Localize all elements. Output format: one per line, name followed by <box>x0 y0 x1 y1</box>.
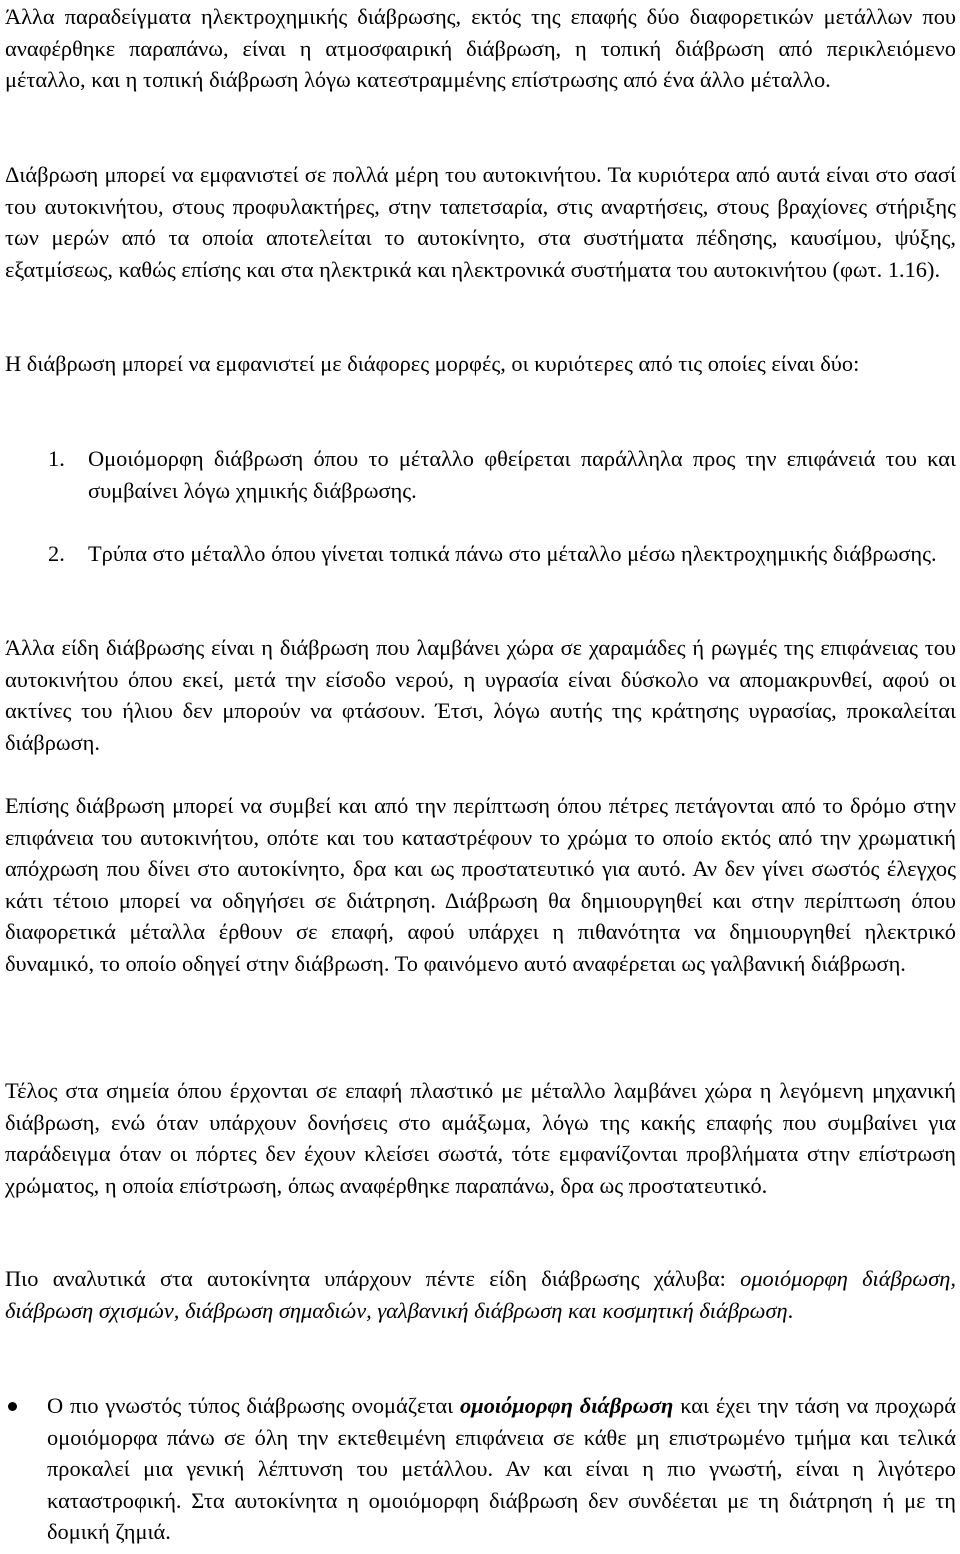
list-item-number: 2. <box>48 541 65 566</box>
paragraph-stone-chips-galvanic: Επίσης διάβρωση μπορεί να συμβεί και από την περίπτωση όπου πέτρες πετάγονται από το δρόμο στην επιφάνεια του αυτοκινήτου, οπότε και του καταστρέφουν το χρώμα το οποίο εκτός από την χρωματική απόχρωση που δίνει στο αυτοκίνητο, δρα και ως προστατευτικό για αυτό. Αν δεν γίνει σωστός έλεγχος κάτι τέτοιο μπορεί να οδηγήσει σε διάτρηση. Διάβρωση θα δημιουργηθεί και στην περίπτωση όπου διαφορετικά μέταλλα έρθουν σε επαφή, αφού υπάρχει η πιθανότητα να δημιουργηθεί ηλεκτρικό δυναμικό, το οποίο οδηγεί στην διάβρωση. Το φαινόμενο αυτό αναφέρεται ως γαλβανική διάβρωση. <box>5 793 956 976</box>
paragraph-crevice-corrosion: Άλλα είδη διάβρωσης είναι η διάβρωση που λαμβάνει χώρα σε χαραμάδες ή ρωγμές της επιφάνειας του αυτοκινήτου όπου εκεί, μετά την είσοδο νερού, η υγρασία είναι δύσκολο να απομακρυνθεί, αφού οι ακτίνες του ήλιου δεν μπορούν να φτάσουν. Έτσι, λόγω αυτής της κράτησης υγρασίας, προκαλείται διάβρωση. <box>5 635 956 755</box>
list-item-number: 1. <box>48 446 65 471</box>
bullet-emphasis: ομοιόμορφη διάβρωση <box>460 1393 674 1418</box>
bullet-text <box>47 1390 956 1548</box>
bullet-dot-icon <box>8 1402 17 1411</box>
five-types-italic-last: κοσμητική διάβρωση <box>602 1297 788 1323</box>
paragraph-five-types <box>5 1263 956 1326</box>
list-item-text: Τρύπα στο μέταλλο όπου γίνεται τοπικά πάνω στο μέταλλο μέσω ηλεκτροχημικής διάβρωσης. <box>88 541 937 566</box>
list-item <box>5 443 956 506</box>
bullet-lead: Ο πιο γνωστός τύπος διάβρωσης ονομάζεται <box>47 1393 461 1418</box>
list-item <box>5 538 956 570</box>
five-types-italic-list: ομοιόμορφη διάβρωση, διάβρωση σχισμών, διάβρωση σημαδιών, γαλβανική διάβρωση <box>5 1266 956 1323</box>
bullet-item <box>5 1390 956 1548</box>
five-types-italic-and: και <box>568 1297 597 1323</box>
five-types-lead: Πιο αναλυτικά στα αυτοκίνητα υπάρχουν πέντε είδη διάβρωσης χάλυβα: <box>5 1266 741 1291</box>
paragraph-corrosion-forms-intro: Η διάβρωση μπορεί να εμφανιστεί με διάφορες μορφές, οι κυριότερες από τις οποίες είναι δύο: <box>5 351 860 376</box>
paragraph-electrochemical-examples: Άλλα παραδείγματα ηλεκτροχημικής διάβρωσης, εκτός της επαφής δύο διαφορετικών μετάλλων που αναφέρθηκε παραπάνω, είναι η ατμοσφαιρική διάβρωση, η τοπική διάβρωση από περικλειόμενο μέταλλο, και η τοπική διάβρωση λόγω κατεστραμμένης επίστρωσης από ένα άλλο μέταλλο. <box>5 4 956 93</box>
paragraph-mechanical-corrosion: Τέλος στα σημεία όπου έρχονται σε επαφή πλαστικό με μέταλλο λαμβάνει χώρα η λεγόμενη μηχανική διάβρωση, ενώ όταν υπάρχουν δονήσεις στο αμάξωμα, λόγω της κακής επαφής που συμβαίνει για παράδειγμα όταν οι πόρτες δεν έχουν κλείσει σωστά, τότε εμφανίζονται προβλήματα στην επίστρωση χρώματος, η οποία επίστρωση, όπως αναφέρθηκε παραπάνω, δρα ως προστατευτικό. <box>5 1078 956 1198</box>
five-types-tail: . <box>787 1297 794 1323</box>
list-item-text: Ομοιόμορφη διάβρωση όπου το μέταλλο φθείρεται παράλληλα προς την επιφάνειά του και συμβαίνει λόγω χημικής διάβρωσης. <box>88 446 956 503</box>
paragraph-corrosion-locations: Διάβρωση μπορεί να εμφανιστεί σε πολλά μέρη του αυτοκινήτου. Τα κυριότερα από αυτά είναι στο σασί του αυτοκινήτου, στους προφυλακτήρες, στην ταπετσαρία, στις αναρτήσεις, στους βραχίονες στήριξης των μερών από τα οποία αποτελείται το αυτοκίνητο, στα συστήματα πέδησης, καυσίμου, ψύξης, εξατμίσεως, καθώς επίσης και στα ηλεκτρικά και ηλεκτρονικά συστήματα του αυτοκινήτου (φωτ. 1.16). <box>5 162 956 282</box>
bullet-tail: και έχει την τάση να προχωρά ομοιόμορφα πάνω σε όλη την εκτεθειμένη επιφάνεια σε κάθε μη επιστρωμένο τμήμα και τελικά προκαλεί μια γενική λέπτυνση του μετάλλου. Αν και είναι η πιο γνωστή, είναι η λιγότερο καταστροφική. Στα αυτοκίνητα η ομοιόμορφη διάβρωση δεν συνδέεται με τη διάτρηση ή με τη δομική ζημιά. <box>47 1393 957 1545</box>
